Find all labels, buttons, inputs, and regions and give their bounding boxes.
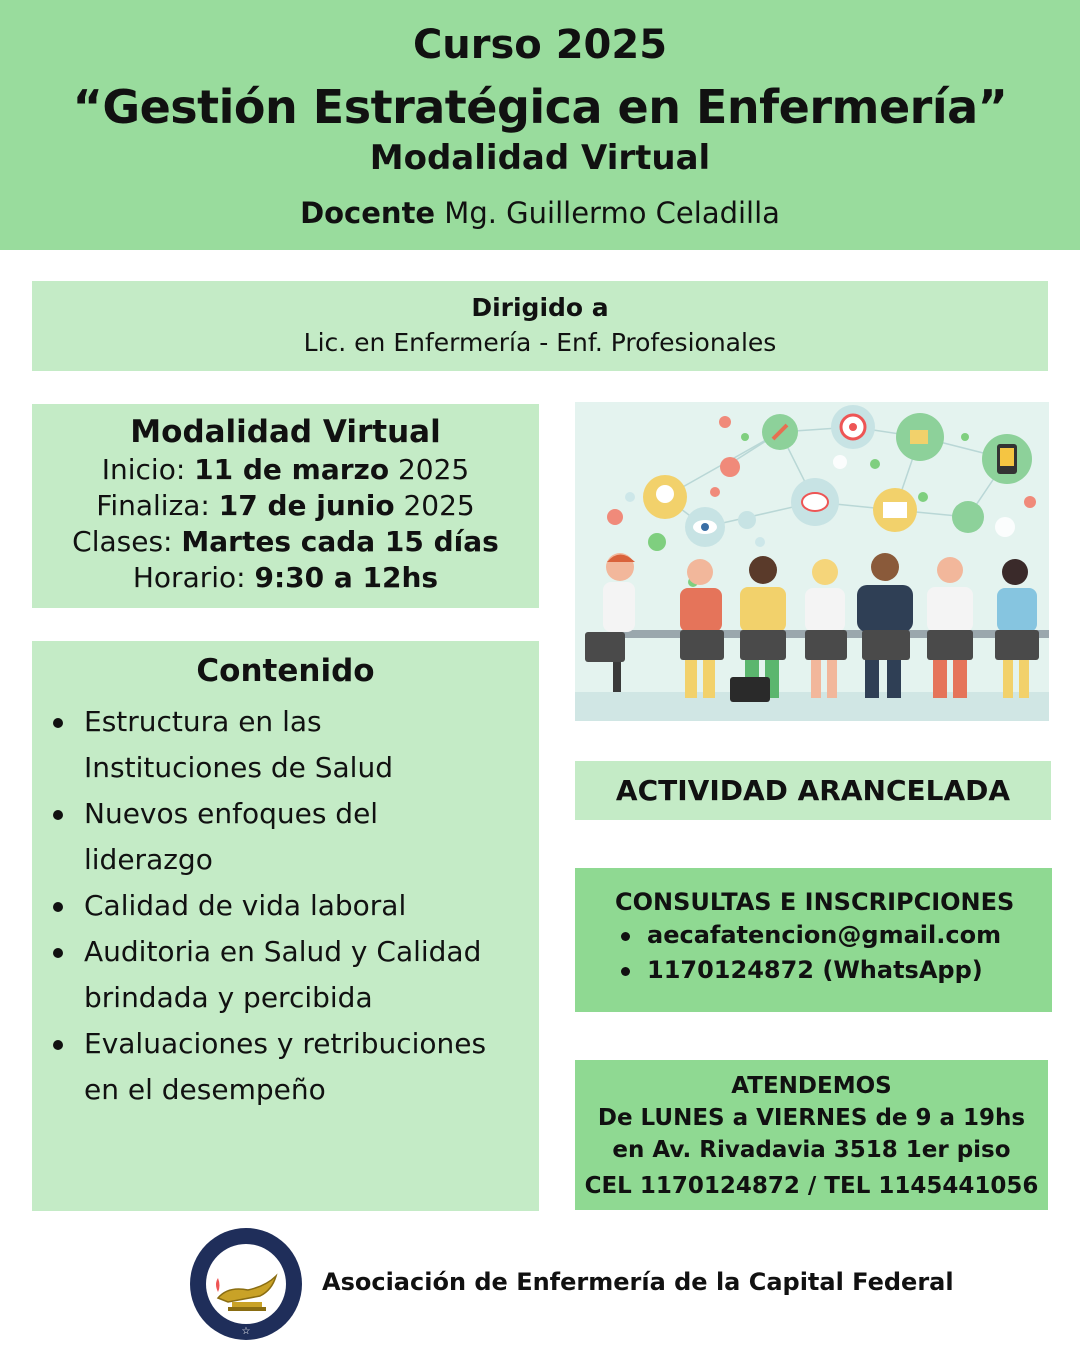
atendemos-hours: De LUNES a VIERNES de 9 a 19hs (597, 1105, 1026, 1131)
contenido-box (32, 641, 539, 1211)
list-item (84, 699, 539, 791)
svg-text:☆: ☆ (241, 1326, 251, 1337)
horario-label: Horario: (132, 561, 255, 594)
list-item-line: liderazgo (84, 843, 213, 876)
horario-value: 9:30 a 12hs (254, 561, 439, 594)
team-meeting-illustration (575, 402, 1049, 721)
atendemos-box (575, 1060, 1048, 1210)
list-item-line: Calidad de vida laboral (84, 889, 407, 922)
modalidad-title: Modalidad Virtual (130, 414, 441, 450)
clases-line (32, 524, 539, 560)
docente-label: Docente (300, 196, 436, 230)
email-contact[interactable]: aecafatencion@gmail.com (647, 918, 1052, 953)
inicio-line (32, 452, 539, 488)
list-item-line: brindada y percibida (84, 981, 373, 1014)
consultas-box (575, 868, 1052, 1012)
list-item (84, 883, 539, 929)
dirigido-box (32, 281, 1048, 371)
list-item-line: Instituciones de Salud (84, 751, 393, 784)
list-item-line: Estructura en las (84, 705, 322, 738)
finaliza-label: Finaliza: (96, 489, 219, 522)
docente-line (0, 196, 1080, 230)
inicio-date: 11 de marzo (194, 453, 390, 486)
list-item-line: Evaluaciones y retribuciones (84, 1027, 487, 1060)
clases-value: Martes cada 15 días (181, 525, 499, 558)
dirigido-label: Dirigido a (471, 293, 609, 322)
inicio-year: 2025 (389, 453, 470, 486)
docente-name: Mg. Guillermo Celadilla (435, 196, 780, 230)
list-item-line: Auditoria en Salud y Calidad (84, 935, 482, 968)
actividad-banner: ACTIVIDAD ARANCELADA (575, 761, 1051, 820)
contenido-list (32, 699, 539, 1113)
list-item (84, 929, 539, 1021)
header-banner (0, 0, 1080, 250)
dirigido-value: Lic. en Enfermería - Enf. Profesionales (303, 328, 777, 357)
consultas-list (615, 918, 1052, 988)
finaliza-year: 2025 (394, 489, 475, 522)
finaliza-date: 17 de junio (218, 489, 395, 522)
clases-label: Clases: (72, 525, 182, 558)
list-item (84, 1021, 539, 1113)
consultas-title: CONSULTAS E INSCRIPCIONES (615, 888, 1015, 916)
lamp-logo-icon (188, 1226, 304, 1342)
list-item-line: en el desempeño (84, 1073, 326, 1106)
list-item-line: Nuevos enfoques del (84, 797, 379, 830)
inicio-label: Inicio: (101, 453, 195, 486)
horario-line (32, 560, 539, 596)
atendemos-address: en Av. Rivadavia 3518 1er piso (612, 1137, 1011, 1163)
finaliza-line (32, 488, 539, 524)
whatsapp-contact[interactable]: 1170124872 (WhatsApp) (647, 953, 1052, 988)
modalidad-box (32, 404, 539, 608)
course-mode: Modalidad Virtual (369, 138, 711, 178)
course-title: “Gestión Estratégica en Enfermería” (72, 80, 1008, 134)
association-name: Asociación de Enfermería de la Capital Federal (322, 1268, 954, 1296)
course-year: Curso 2025 (412, 22, 668, 68)
association-logo (188, 1226, 304, 1342)
contenido-title: Contenido (196, 653, 375, 689)
list-item (84, 791, 539, 883)
atendemos-phones: CEL 1170124872 / TEL 1145441056 (584, 1173, 1039, 1199)
atendemos-title: ATENDEMOS (731, 1073, 892, 1099)
team-meeting-image (575, 402, 1049, 721)
